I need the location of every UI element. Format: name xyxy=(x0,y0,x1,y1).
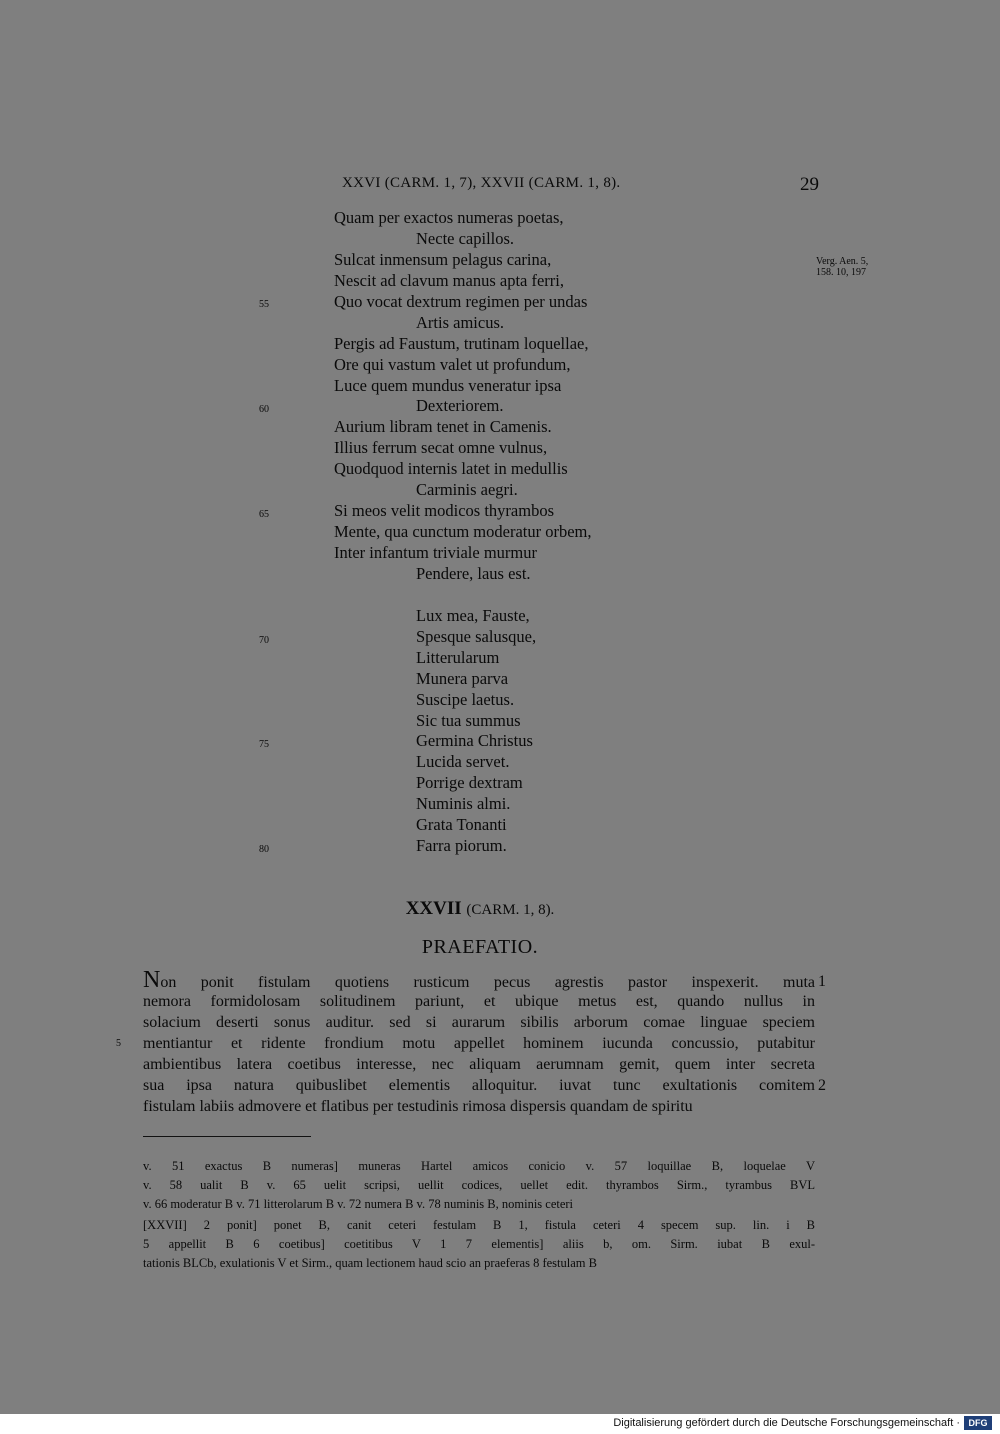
verse-line: Necte capillos. xyxy=(416,228,515,248)
footer-credit: Digitalisierung gefördert durch die Deutsche Forschungsgemeinschaft · xyxy=(613,1417,960,1429)
verse-line: Sic tua summus xyxy=(416,710,521,730)
footnote-line: v. 58 ualit B v. 65 uelit scripsi, uellit codices, uellet edit. thyrambos Sirm., tyrambus BVL xyxy=(143,1178,815,1192)
line-number: 70 xyxy=(259,635,269,646)
verse-line: Si meos velit modicos thyrambos xyxy=(334,501,554,521)
marginal-reference xyxy=(816,256,868,278)
verse-line: Illius ferrum secat omne vulnus, xyxy=(334,438,548,458)
verse-line: Pendere, laus est. xyxy=(416,563,531,583)
prose-line-number: 5 xyxy=(116,1038,121,1049)
footer-bar xyxy=(0,1414,1000,1434)
running-title: XXVI (CARM. 1, 7), XXVII (CARM. 1, 8). xyxy=(342,175,621,191)
prose-right-number: 2 xyxy=(818,1077,826,1094)
verse-line: Nescit ad clavum manus apta ferri, xyxy=(334,270,564,290)
section-number: XXVII xyxy=(405,898,462,919)
verse-line: Suscipe laetus. xyxy=(416,689,515,709)
marginal-reference-line: Verg. Aen. 5, xyxy=(816,256,869,267)
verse-line: Sulcat inmensum pelagus carina, xyxy=(334,249,552,269)
verse-line: Lucida servet. xyxy=(416,752,510,772)
footnote-rule xyxy=(143,1136,311,1137)
section-heading xyxy=(0,898,960,920)
verse-line: Artis amicus. xyxy=(416,312,504,332)
section-title: PRAEFATIO. xyxy=(421,936,539,958)
drop-cap: N xyxy=(143,970,161,991)
footnote-line: v. 51 exactus B numeras] muneras Hartel amicos conicio v. 57 loquillae B, loquelae V xyxy=(143,1159,815,1173)
verse-line: Litterularum xyxy=(416,647,500,667)
verse-line: Quodquod internis latet in medullis xyxy=(334,459,568,479)
verse-line: Farra piorum. xyxy=(416,836,507,856)
section-subtitle: (CARM. 1, 8). xyxy=(466,902,555,918)
verse-line: Munera parva xyxy=(416,668,509,688)
poem-block xyxy=(334,208,754,857)
verse-line: Carminis aegri. xyxy=(416,480,518,500)
verse-line: Mente, qua cunctum moderatur orbem, xyxy=(334,522,592,542)
prose-line xyxy=(143,970,815,991)
prose-line-text: on ponit fistulam quotiens rusticum pecus agrestis pastor inspexerit. muta xyxy=(160,974,815,991)
line-number: 60 xyxy=(259,404,269,415)
prose-line: nemora formidolosam solitudinem pariunt, et ubique metus est, quando nullus in xyxy=(143,993,815,1010)
prose-block xyxy=(143,970,815,1117)
stanza-break xyxy=(334,585,754,606)
verse-line: Grata Tonanti xyxy=(416,815,507,835)
footnote-line: tationis BLCb, exulationis V et Sirm., quam lectionem haud scio an praeferas 8 festulam B xyxy=(143,1256,597,1270)
verse-line: Germina Christus xyxy=(416,731,533,751)
verse-line: Quo vocat dextrum regimen per undas xyxy=(334,291,588,311)
prose-line: mentiantur et ridente frondium motu appellet hominem iucunda concussio, putabitur xyxy=(143,1035,815,1052)
verse-line: Lux mea, Fauste, xyxy=(416,605,530,625)
verse-line: Aurium libram tenet in Camenis. xyxy=(334,417,552,437)
line-number: 80 xyxy=(259,844,269,855)
footnote-line: 5 appellit B 6 coetibus] coetitibus V 1 7 elementis] aliis b, om. Sirm. iubat B exul- xyxy=(143,1237,815,1251)
prose-line: fistulam labiis admovere et flatibus per testudinis rimosa dispersis quandam de spiritu xyxy=(143,1098,693,1115)
footnote-line: v. 66 moderatur B v. 71 litterolarum B v. 72 numera B v. 78 numinis B, nominis ceteri xyxy=(143,1197,574,1211)
line-number: 55 xyxy=(259,299,269,310)
prose-right-number: 1 xyxy=(818,973,826,990)
line-number: 65 xyxy=(259,509,269,520)
verse-line: Ore qui vastum valet ut profundum, xyxy=(334,354,571,374)
verse-line: Dexteriorem. xyxy=(416,396,504,416)
verse-line: Porrige dextram xyxy=(416,773,523,793)
footnote-line: [XXVII] 2 ponit] ponet B, canit ceteri festulam B 1, fistula ceteri 4 specem sup. lin. i B xyxy=(143,1218,815,1232)
verse-line: Inter infantum triviale murmur xyxy=(334,543,537,562)
line-number: 75 xyxy=(259,739,269,750)
apparatus-criticus xyxy=(143,1157,815,1273)
prose-line: ambientibus latera coetibus interesse, nec aliquam aerumnam gemit, quem inter secreta xyxy=(143,1056,815,1073)
page-number: 29 xyxy=(800,174,819,195)
marginal-reference-line: 158. 10, 197 xyxy=(816,267,866,278)
dfg-logo: DFG xyxy=(964,1416,992,1430)
verse-line: Luce quem mundus veneratur ipsa xyxy=(334,375,562,395)
verse-line: Spesque salusque, xyxy=(416,626,537,646)
prose-line: solacium deserti sonus auditur. sed si aurarum sibilis arborum comae linguae speciem xyxy=(143,1014,815,1031)
verse-line: Numinis almi. xyxy=(416,794,511,814)
verse-line: Quam per exactos numeras poetas, xyxy=(334,208,564,227)
verse-line: Pergis ad Faustum, trutinam loquellae, xyxy=(334,333,589,353)
prose-line: sua ipsa natura quibuslibet elementis alloquitur. iuvat tunc exultationis comitem xyxy=(143,1077,815,1094)
